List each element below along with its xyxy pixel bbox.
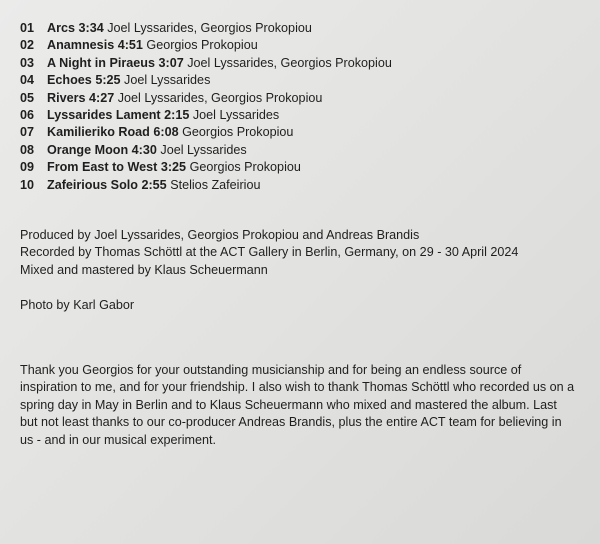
track-number: 07: [20, 125, 35, 140]
track-duration: 4:51: [117, 38, 143, 53]
track-composer: Georgios Prokopiou: [146, 38, 258, 53]
track-title: Lyssarides Lament: [47, 108, 161, 123]
track-number: 06: [20, 108, 35, 123]
track-composer: Joel Lyssarides, Georgios Prokopiou: [117, 90, 323, 105]
track-composer: Georgios Prokopiou: [182, 125, 294, 140]
track-duration: 2:15: [164, 108, 190, 123]
track-duration: 3:34: [78, 21, 104, 35]
track-composer: Joel Lyssarides: [160, 142, 247, 157]
track-number: 02: [20, 38, 35, 53]
track-duration: 3:07: [158, 55, 184, 70]
track-row: [20, 55, 580, 72]
track-title: Orange Moon: [47, 142, 129, 157]
track-title: Rivers: [47, 90, 86, 105]
track-row: [20, 37, 580, 54]
track-row: [20, 107, 580, 124]
track-row: [20, 72, 580, 89]
track-composer: Stelios Zafeiriou: [170, 177, 261, 192]
track-composer: Georgios Prokopiou: [189, 160, 301, 175]
track-number: 09: [20, 160, 35, 175]
track-number: 01: [20, 21, 35, 35]
track-number: 05: [20, 90, 35, 105]
track-title: Kamilieriko Road: [47, 125, 150, 140]
track-number: 04: [20, 73, 35, 88]
track-duration: 5:25: [95, 73, 121, 88]
track-composer: Joel Lyssarides, Georgios Prokopiou: [107, 21, 312, 35]
track-duration: 3:25: [160, 160, 187, 175]
track-title: From East to West: [47, 160, 158, 175]
tracklist: [20, 20, 580, 194]
track-duration: 2:55: [141, 177, 167, 192]
track-duration: 4:30: [131, 142, 157, 157]
track-composer: Joel Lyssarides, Georgios Prokopiou: [187, 55, 392, 70]
track-row: [20, 142, 580, 159]
track-title: Zafeirious Solo: [47, 177, 138, 192]
track-title: Anamnesis: [47, 38, 115, 53]
track-title: A Night in Piraeus: [47, 55, 155, 70]
track-row: [20, 90, 580, 107]
track-number: 03: [20, 55, 35, 70]
photo-credit: Photo by Karl Gabor: [20, 298, 135, 312]
produced-by-credit: Produced by Joel Lyssarides, Georgios Prokopiou and Andreas Brandis: [20, 228, 420, 242]
mixed-by-credit: Mixed and mastered by Klaus Scheuermann: [20, 262, 268, 277]
track-number: 10: [20, 177, 35, 192]
track-composer: Joel Lyssarides: [124, 73, 211, 88]
track-number: 08: [20, 142, 35, 157]
production-credits: [20, 227, 585, 279]
track-row: [20, 124, 580, 141]
track-duration: 4:27: [89, 90, 115, 105]
track-row: [20, 20, 580, 37]
track-row: [20, 177, 580, 194]
track-composer: Joel Lyssarides: [192, 108, 280, 123]
thanks-paragraph: Thank you Georgios for your outstanding musicianship and for being an endless source of inspiration to me, and for your friendship. I also wish to thank Thomas Schöttl who recorded us on a spring day in May in Berlin and to Klaus Scheuermann who mixed and mastered the album. Last but not least thanks to our co-producer Andreas Brandis, plus the entire ACT team for believing in us - and in our musical experiment.: [20, 363, 575, 447]
track-title: Echoes: [47, 73, 92, 88]
track-duration: 6:08: [153, 125, 179, 140]
track-title: Arcs: [47, 21, 76, 35]
track-row: [20, 159, 580, 176]
recorded-by-credit: Recorded by Thomas Schöttl at the ACT Gallery in Berlin, Germany, on 29 - 30 April 2024: [20, 245, 519, 260]
